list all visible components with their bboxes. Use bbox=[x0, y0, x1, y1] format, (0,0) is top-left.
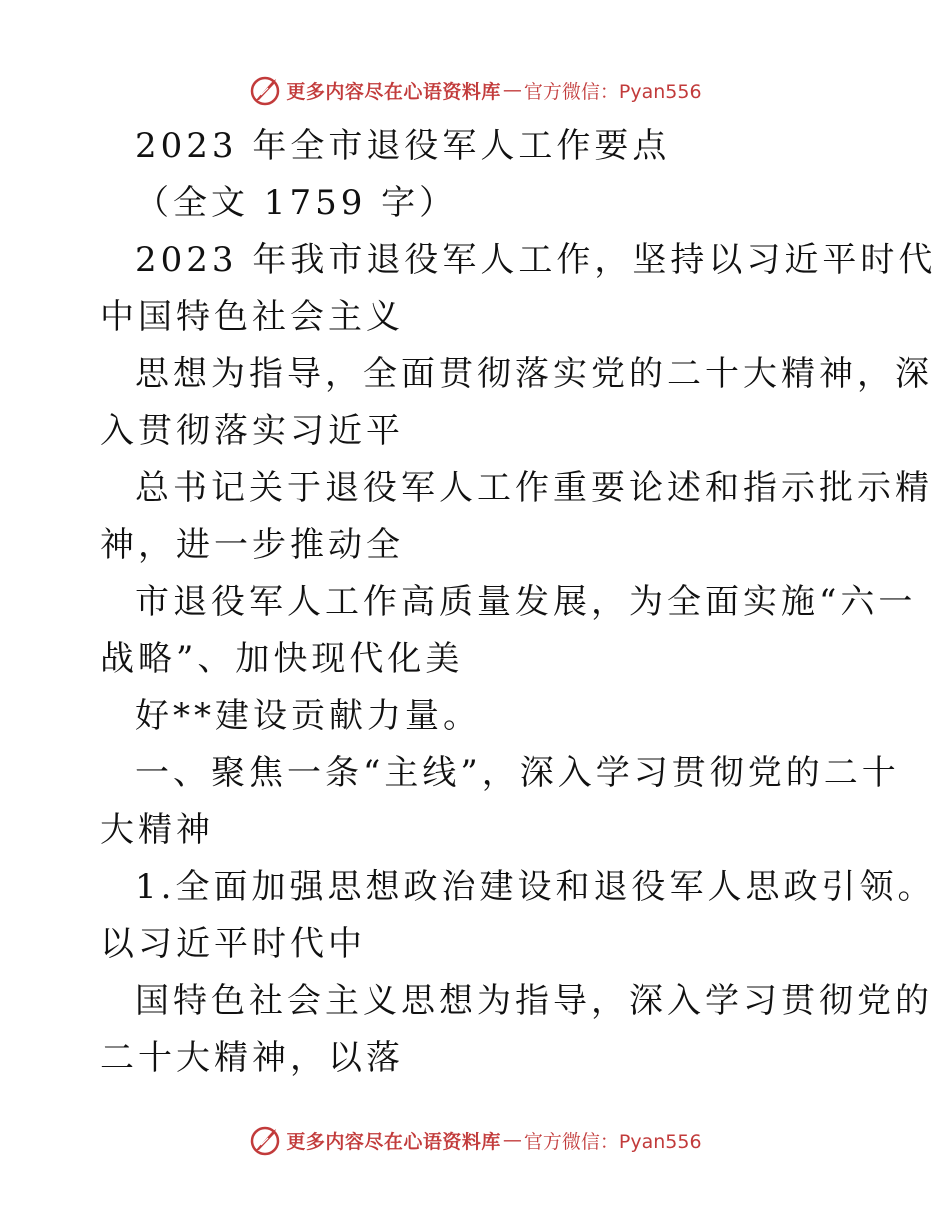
header-watermark-banner bbox=[0, 70, 950, 110]
banner-brand-text: 更多内容尽在心语资料库 bbox=[286, 80, 501, 103]
text-line: 以习近平时代中 bbox=[100, 924, 366, 964]
section-heading: 一、聚焦一条“主线”，深入学习贯彻党的二十 bbox=[135, 753, 900, 793]
banner-brand-text: 更多内容尽在心语资料库 bbox=[286, 1130, 501, 1153]
banner-contact-text: 官方微信：Pyan556 bbox=[523, 80, 702, 103]
text-line: 1.全面加强思想政治建设和退役军人思政引领。 bbox=[135, 867, 936, 907]
quill-pen-logo-icon bbox=[248, 1123, 282, 1157]
quill-pen-logo-icon bbox=[248, 73, 282, 107]
text-line: 市退役军人工作高质量发展，为全面实施“六一 bbox=[135, 582, 917, 622]
text-line: 国特色社会主义思想为指导，深入学习贯彻党的 bbox=[135, 981, 933, 1021]
document-title: 2023 年全市退役军人工作要点 bbox=[135, 126, 671, 166]
text-line: 思想为指导，全面贯彻落实党的二十大精神，深 bbox=[135, 354, 933, 394]
banner-dash: — bbox=[502, 1129, 522, 1151]
text-line: 中国特色社会主义 bbox=[100, 297, 404, 337]
word-count-note: （全文 1759 字） bbox=[135, 183, 458, 223]
text-line: 好**建设贡献力量。 bbox=[135, 696, 481, 736]
text-line: 战略”、加快现代化美 bbox=[100, 639, 464, 679]
text-line: 神，进一步推动全 bbox=[100, 525, 404, 565]
text-line: 总书记关于退役军人工作重要论述和指示批示精 bbox=[135, 468, 933, 508]
text-line: 二十大精神，以落 bbox=[100, 1038, 404, 1078]
text-line: 入贯彻落实习近平 bbox=[100, 411, 404, 451]
document-body bbox=[100, 118, 937, 1087]
text-line: 2023 年我市退役军人工作，坚持以习近平时代 bbox=[135, 240, 937, 280]
section-heading-continued: 大精神 bbox=[100, 810, 214, 850]
footer-watermark-banner bbox=[0, 1120, 950, 1160]
banner-dash: — bbox=[502, 79, 522, 101]
banner-contact-text: 官方微信：Pyan556 bbox=[523, 1130, 702, 1153]
